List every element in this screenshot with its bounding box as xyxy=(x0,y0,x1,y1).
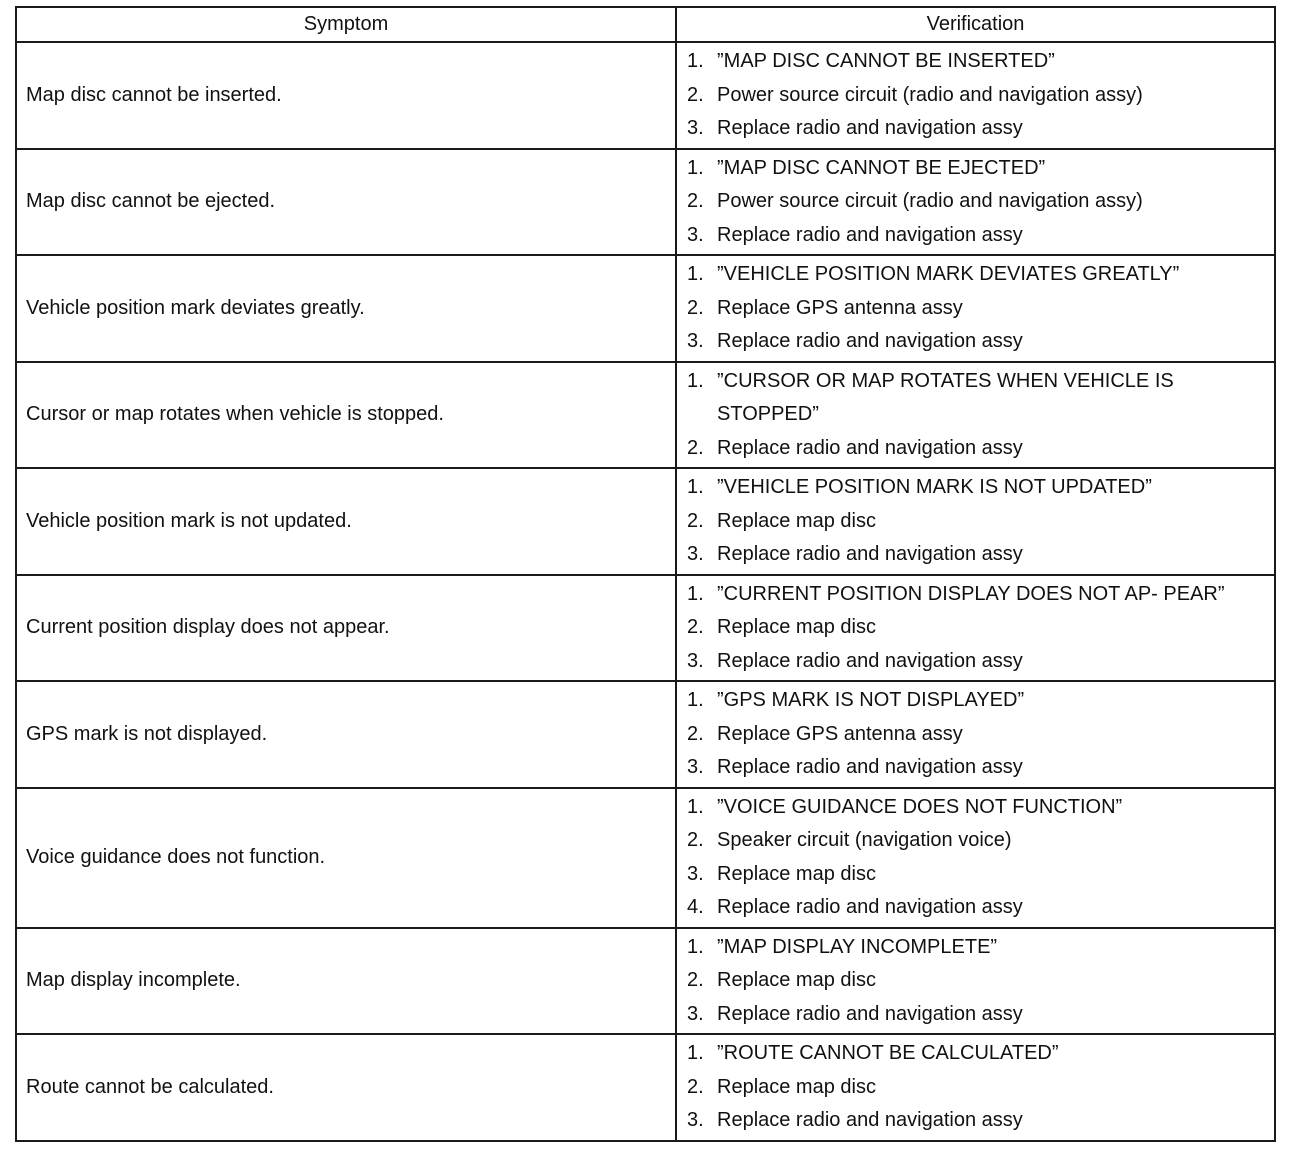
verification-cell xyxy=(676,928,1275,1035)
verification-steps xyxy=(687,684,1274,785)
verification-step xyxy=(687,152,1274,186)
symptom-table xyxy=(15,6,1276,1142)
verification-cell xyxy=(676,468,1275,575)
step-number: 3. xyxy=(687,1109,704,1131)
table-row xyxy=(16,788,1275,928)
step-number: 1. xyxy=(687,795,704,818)
verification-step xyxy=(687,1104,1274,1138)
symptom-cell: Route cannot be calculated. xyxy=(16,1034,676,1141)
step-text: Replace radio and navigation assy xyxy=(717,223,1023,246)
header-row xyxy=(16,7,1275,42)
step-text: ”MAP DISC CANNOT BE EJECTED” xyxy=(717,156,1046,179)
table-body xyxy=(16,42,1275,1141)
step-number: 3. xyxy=(687,117,704,139)
verification-step xyxy=(687,471,1274,505)
step-text: Replace radio and navigation assy xyxy=(717,649,1023,672)
table-row xyxy=(16,575,1275,682)
verification-steps xyxy=(687,931,1274,1032)
symptom-cell: GPS mark is not displayed. xyxy=(16,681,676,788)
verification-steps xyxy=(687,1037,1274,1138)
step-text: Power source circuit (radio and navigation assy) xyxy=(717,83,1143,106)
verification-step xyxy=(687,891,1274,925)
table-row xyxy=(16,362,1275,469)
verification-steps xyxy=(687,258,1274,359)
step-text: Replace radio and navigation assy xyxy=(717,756,1023,778)
symptom-cell: Map disc cannot be ejected. xyxy=(16,149,676,256)
step-text: Replace map disc xyxy=(717,616,876,638)
step-text: ”ROUTE CANNOT BE CALCULATED” xyxy=(717,1042,1059,1064)
table-row xyxy=(16,42,1275,149)
table-row xyxy=(16,149,1275,256)
verification-step xyxy=(687,185,1274,219)
step-text: Replace map disc xyxy=(717,969,876,991)
verification-step xyxy=(687,998,1274,1032)
verification-cell xyxy=(676,788,1275,928)
step-number: 1. xyxy=(687,50,704,72)
verification-cell xyxy=(676,681,1275,788)
step-text: ”VEHICLE POSITION MARK IS NOT UPDATED” xyxy=(717,476,1152,498)
step-number: 1. xyxy=(687,369,704,392)
step-text: ”VEHICLE POSITION MARK DEVIATES GREATLY” xyxy=(717,263,1180,285)
verification-step xyxy=(687,858,1274,892)
verification-step xyxy=(687,578,1274,612)
step-text: Replace radio and navigation assy xyxy=(717,1109,1023,1131)
step-number: 2. xyxy=(687,722,704,745)
verification-cell xyxy=(676,362,1275,469)
step-text: Speaker circuit (navigation voice) xyxy=(717,829,1012,851)
step-text: Replace map disc xyxy=(717,509,876,532)
verification-step xyxy=(687,432,1274,466)
symptom-cell: Vehicle position mark is not updated. xyxy=(16,468,676,575)
symptom-cell: Voice guidance does not function. xyxy=(16,788,676,928)
verification-step xyxy=(687,931,1274,965)
step-number: 2. xyxy=(687,616,704,638)
verification-step xyxy=(687,45,1274,79)
verification-step xyxy=(687,824,1274,858)
verification-step xyxy=(687,365,1274,432)
verification-step xyxy=(687,684,1274,718)
step-number: 1. xyxy=(687,689,704,711)
step-text: ”CURSOR OR MAP ROTATES WHEN VEHICLE IS STOPPED” xyxy=(717,369,1174,425)
verification-cell xyxy=(676,42,1275,149)
verification-cell xyxy=(676,149,1275,256)
step-number: 2. xyxy=(687,436,704,459)
verification-steps xyxy=(687,152,1274,253)
verification-step xyxy=(687,645,1274,679)
step-number: 3. xyxy=(687,1002,704,1025)
verification-step xyxy=(687,1037,1274,1071)
step-number: 1. xyxy=(687,156,704,179)
step-number: 2. xyxy=(687,969,704,991)
step-number: 1. xyxy=(687,935,704,958)
step-number: 1. xyxy=(687,476,704,498)
step-number: 1. xyxy=(687,582,704,605)
verification-step xyxy=(687,964,1274,998)
table-row xyxy=(16,928,1275,1035)
step-number: 1. xyxy=(687,263,704,285)
verification-step xyxy=(687,325,1274,359)
verification-steps xyxy=(687,471,1274,572)
step-number: 1. xyxy=(687,1042,704,1064)
verification-step xyxy=(687,1071,1274,1105)
step-number: 2. xyxy=(687,190,704,212)
step-number: 2. xyxy=(687,83,704,106)
table-row xyxy=(16,1034,1275,1141)
verification-cell xyxy=(676,1034,1275,1141)
verification-step xyxy=(687,718,1274,752)
step-text: Power source circuit (radio and navigation assy) xyxy=(717,190,1143,212)
step-number: 3. xyxy=(687,543,704,565)
symptom-cell: Map disc cannot be inserted. xyxy=(16,42,676,149)
step-text: Replace radio and navigation assy xyxy=(717,117,1023,139)
symptom-cell: Map display incomplete. xyxy=(16,928,676,1035)
step-number: 3. xyxy=(687,862,704,885)
step-number: 4. xyxy=(687,896,704,918)
verification-step xyxy=(687,751,1274,785)
symptom-header: Symptom xyxy=(16,7,676,42)
verification-step xyxy=(687,538,1274,572)
verification-steps xyxy=(687,791,1274,925)
step-text: ”GPS MARK IS NOT DISPLAYED” xyxy=(717,689,1025,711)
step-number: 2. xyxy=(687,296,704,319)
step-text: ”MAP DISPLAY INCOMPLETE” xyxy=(717,935,998,958)
step-text: Replace radio and navigation assy xyxy=(717,1002,1023,1025)
table-header xyxy=(16,7,1275,42)
step-text: Replace map disc xyxy=(717,1075,876,1098)
verification-step xyxy=(687,219,1274,253)
step-text: ”MAP DISC CANNOT BE INSERTED” xyxy=(717,50,1055,72)
verification-step xyxy=(687,112,1274,146)
step-number: 3. xyxy=(687,330,704,352)
step-text: Replace radio and navigation assy xyxy=(717,436,1023,459)
verification-step xyxy=(687,292,1274,326)
step-number: 3. xyxy=(687,649,704,672)
verification-step xyxy=(687,79,1274,113)
step-text: Replace GPS antenna assy xyxy=(717,296,963,319)
verification-step xyxy=(687,611,1274,645)
verification-step xyxy=(687,791,1274,825)
verification-cell xyxy=(676,575,1275,682)
verification-steps xyxy=(687,578,1274,679)
step-number: 3. xyxy=(687,756,704,778)
symptom-cell: Cursor or map rotates when vehicle is stopped. xyxy=(16,362,676,469)
symptom-cell: Current position display does not appear. xyxy=(16,575,676,682)
verification-step xyxy=(687,258,1274,292)
step-text: ”VOICE GUIDANCE DOES NOT FUNCTION” xyxy=(717,795,1123,818)
step-number: 2. xyxy=(687,509,704,532)
step-number: 2. xyxy=(687,829,704,851)
step-text: Replace radio and navigation assy xyxy=(717,330,1023,352)
step-number: 3. xyxy=(687,223,704,246)
verification-step xyxy=(687,505,1274,539)
verification-steps xyxy=(687,365,1274,466)
verification-cell xyxy=(676,255,1275,362)
step-text: Replace radio and navigation assy xyxy=(717,543,1023,565)
step-text: Replace radio and navigation assy xyxy=(717,896,1023,918)
symptom-cell: Vehicle position mark deviates greatly. xyxy=(16,255,676,362)
table-row xyxy=(16,468,1275,575)
table-row xyxy=(16,255,1275,362)
step-number: 2. xyxy=(687,1075,704,1098)
step-text: Replace GPS antenna assy xyxy=(717,722,963,745)
verification-header: Verification xyxy=(676,7,1275,42)
step-text: Replace map disc xyxy=(717,862,876,885)
step-text: ”CURRENT POSITION DISPLAY DOES NOT AP- PEAR” xyxy=(717,582,1225,605)
table-row xyxy=(16,681,1275,788)
verification-steps xyxy=(687,45,1274,146)
